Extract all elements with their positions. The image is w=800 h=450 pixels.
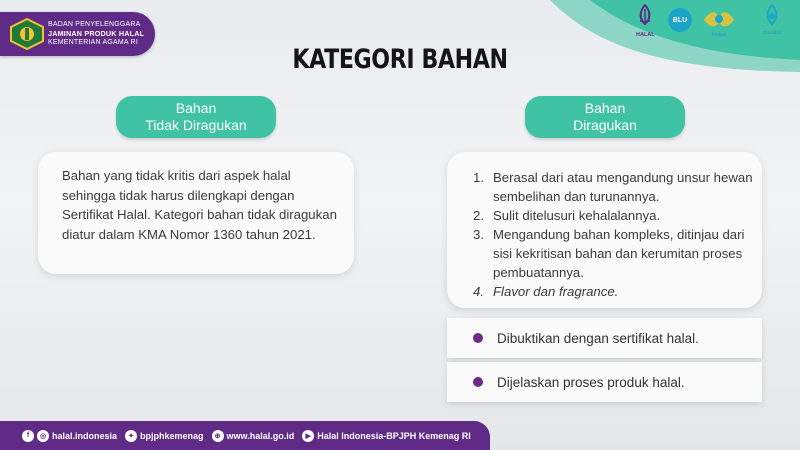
website-link[interactable]: ⊕ www.halal.go.id (212, 430, 295, 442)
page-title: KATEGORI BAHAN (292, 44, 508, 75)
footer-bar (0, 421, 490, 450)
twitter-link[interactable]: ✦ bpjphkemenag (125, 430, 204, 442)
bullet-dot-icon (473, 333, 483, 343)
youtube-icon: ▶ (302, 430, 314, 442)
facebook-icon: f (22, 430, 34, 442)
description-text: Bahan yang tidak kritis dari aspek halal sehingga tidak harus dilengkapi dengan Sertifikat Halal. Kategori bahan tidak diragukan diatur dalam KMA Nomor 1360 tahun 2021. (62, 168, 337, 242)
blu-logo (668, 8, 692, 32)
org-name-line2: JAMINAN PRODUK HALAL (48, 29, 145, 38)
pill-line2: Diragukan (573, 117, 637, 133)
list-item: 1. Berasal dari atau mengandung unsur hewan sembelihan dan turunannya. (473, 170, 753, 204)
halal-logo-icon (636, 4, 654, 30)
bullet-box-certificate (447, 318, 762, 358)
pill-line1: Bahan (175, 100, 217, 116)
bullet-box-process (447, 362, 762, 402)
anniversary-logo-icon (702, 8, 736, 30)
bullet-text: Dijelaskan proses produk halal. (497, 374, 685, 390)
halal-logo: HALAL (636, 4, 655, 38)
youtube-link[interactable]: ▶ Halal Indonesia-BPJPH Kemenag RI (302, 430, 471, 442)
bullet-dot-icon (473, 377, 483, 387)
not-doubtful-description-card (38, 152, 354, 274)
instagram-icon: ◎ (37, 430, 49, 442)
kemenag-emblem-icon (10, 18, 44, 50)
pusaka-logo-icon (762, 4, 782, 28)
pusaka-logo: pusaka (762, 4, 782, 36)
org-name-line1: BADAN PENYELENGGARA (48, 21, 141, 28)
blu-logo-icon: BLU (668, 8, 692, 32)
org-name-line3: KEMENTERIAN AGAMA RI (48, 39, 138, 46)
social-link[interactable]: f ◎ halal.indonesia (22, 430, 117, 442)
pill-line1: Bahan (584, 100, 626, 116)
category-pill-not-doubtful (116, 96, 276, 138)
list-item: 3. Mengandung bahan kompleks, ditinjau dari sisi kekritisan bahan dan kerumitan proses pembuatannya. (473, 227, 745, 280)
criteria-list (473, 168, 758, 301)
bullet-text: Dibuktikan dengan sertifikat halal. (497, 330, 699, 346)
tahun-logo: TAHUN (702, 8, 736, 37)
doubtful-criteria-card (447, 152, 762, 308)
category-pill-doubtful (525, 96, 685, 138)
twitter-icon: ✦ (125, 430, 137, 442)
globe-icon: ⊕ (212, 430, 224, 442)
pill-line2: Tidak Diragukan (145, 117, 247, 133)
list-item: 4. Flavor dan fragrance. (473, 284, 619, 299)
list-item: 2. Sulit ditelusuri kehalalannya. (473, 208, 661, 223)
